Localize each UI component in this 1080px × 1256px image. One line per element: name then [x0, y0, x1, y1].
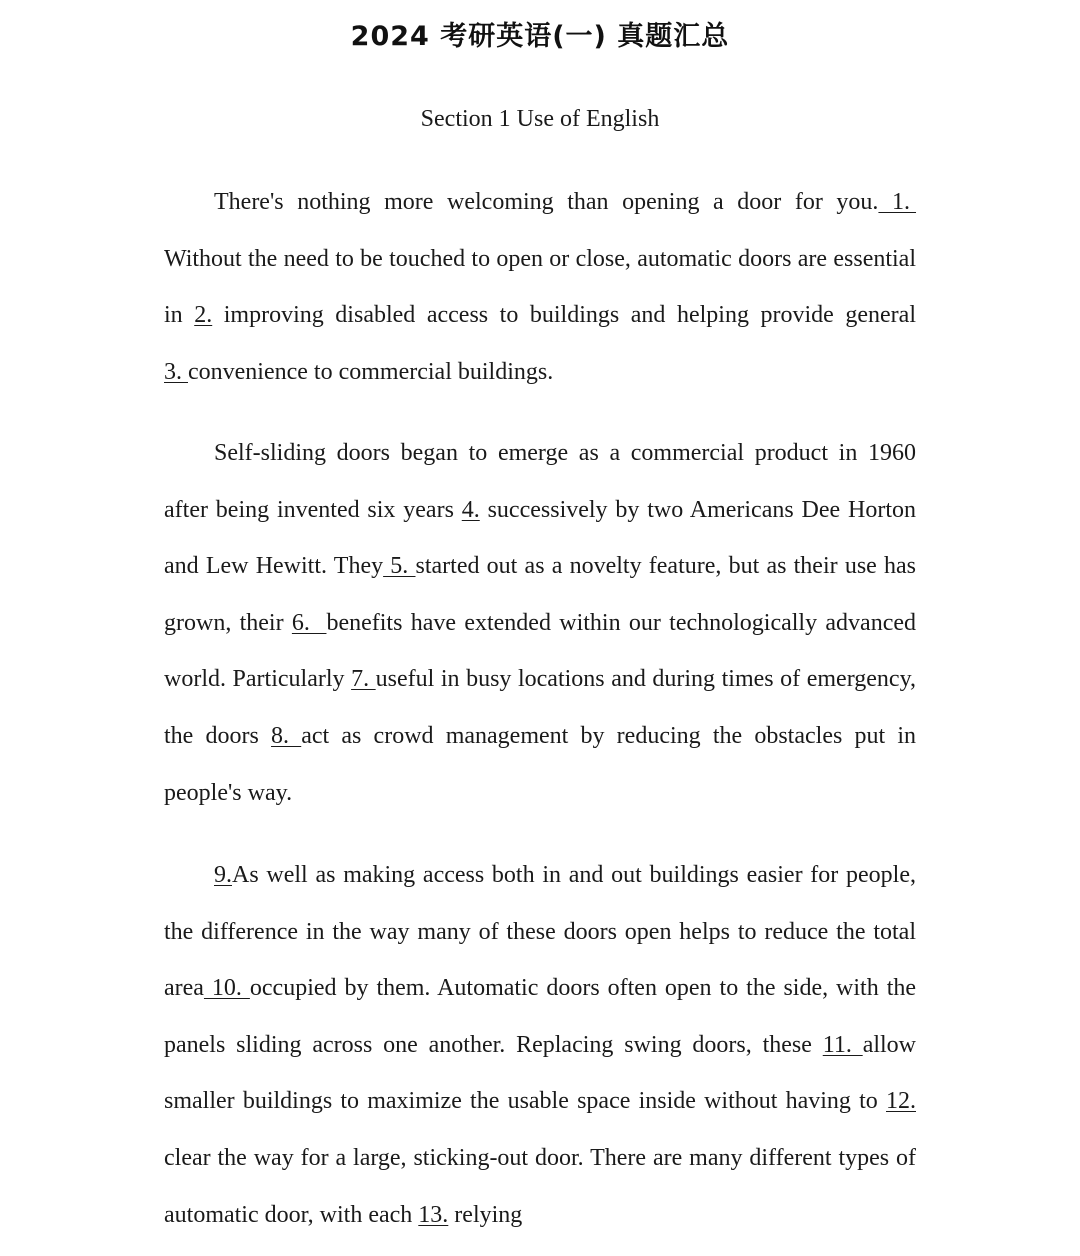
blank-number: 8.: [271, 722, 302, 749]
blank-number: 2.: [194, 302, 213, 329]
blank-number: 4.: [461, 496, 480, 523]
paragraph-3: [164, 847, 916, 1243]
text-segment: successively by two Americans Dee Horton and Lew Hewitt. They: [164, 496, 916, 580]
paragraph-1: [164, 174, 916, 400]
document-title: 2024 考研英语(一) 真题汇总: [350, 21, 730, 52]
blank-number: 10.: [203, 975, 250, 1002]
blank-number: 3.: [164, 358, 188, 385]
text-segment: There's nothing more welcoming than opening a door for you.: [214, 189, 879, 215]
section-heading: Section 1 Use of English: [420, 106, 660, 132]
text-segment: occupied by them. Automatic doors often open to the side, with the panels sliding across one another. Replacing swing doors, these: [164, 975, 917, 1058]
text-segment: Without the need to be touched to open or close, automatic doors are essential in: [164, 245, 916, 329]
text-segment: As well as making access both in and out buildings easier for people, the difference in the way many of these doors open helps to reduce the total area: [164, 862, 916, 1002]
text-segment: improving disabled access to buildings and helping provide general: [212, 302, 916, 329]
blank-number: 5.: [383, 553, 416, 580]
text-segment: allow smaller buildings to maximize the usable space inside without having to: [164, 1031, 917, 1115]
blank-number: 6.: [291, 609, 327, 636]
text-segment: Self-sliding doors began to emerge as a commercial product in 1960 after being invented six years: [164, 440, 916, 523]
blank-number: 9.: [214, 862, 232, 888]
text-segment: started out as a novelty feature, but as their use has grown, their: [164, 553, 916, 636]
paragraph-2: [164, 425, 916, 821]
text-segment: benefits have extended within our technologically advanced world. Particularly: [164, 609, 916, 693]
text-segment: act as crowd management by reducing the obstacles put in people's way.: [164, 722, 917, 806]
blank-number: 11.: [822, 1031, 863, 1058]
text-segment: convenience to commercial buildings.: [188, 358, 554, 385]
blank-number: 13.: [418, 1201, 449, 1228]
text-segment: useful in busy locations and during times of emergency, the doors: [164, 666, 917, 749]
text-segment: relying: [448, 1201, 523, 1228]
blank-number: 7.: [351, 666, 376, 693]
blank-number: 1.: [878, 189, 917, 215]
text-segment: clear the way for a large, sticking-out door. There are many different types of automatic door, with each: [164, 1144, 916, 1228]
blank-number: 12.: [886, 1088, 916, 1115]
